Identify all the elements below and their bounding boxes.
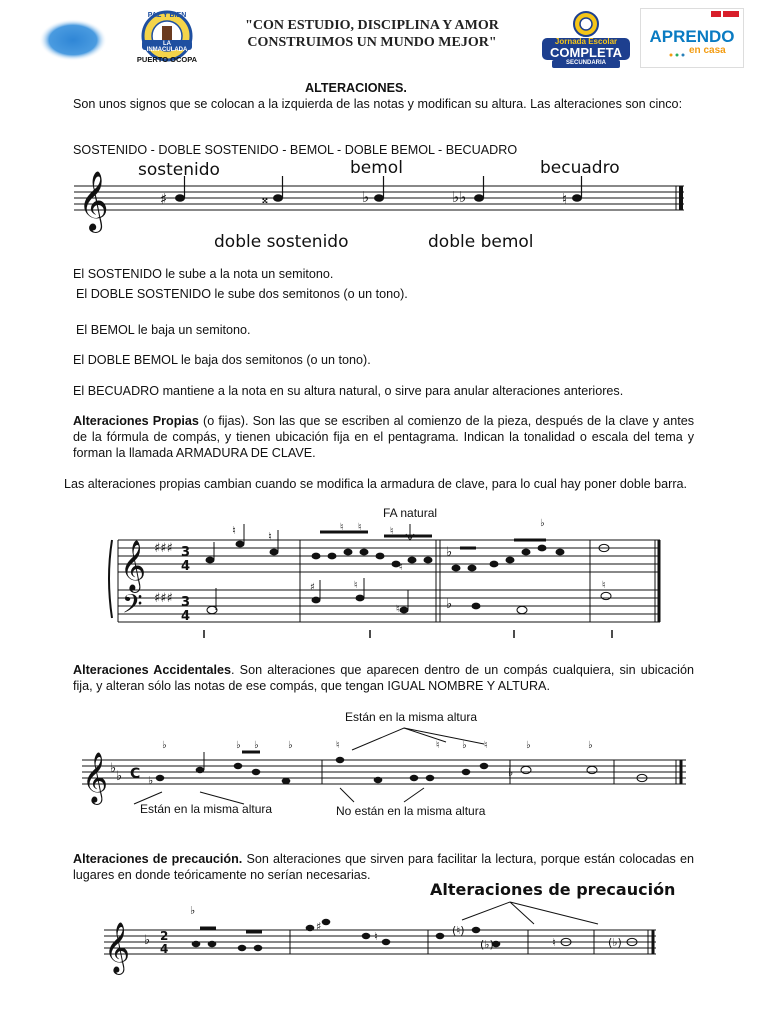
jornada-escolar-logo <box>538 8 634 70</box>
motto <box>222 17 522 51</box>
svg-text:♭: ♭ <box>362 188 370 206</box>
svg-text:4: 4 <box>181 559 191 574</box>
svg-text:𝄢: 𝄢 <box>122 588 143 626</box>
aprendo-line-2: en casa <box>689 45 726 56</box>
svg-text:♮: ♮ <box>484 740 488 751</box>
propias-paragraph <box>73 413 694 461</box>
svg-text:♮: ♮ <box>562 190 568 208</box>
svg-text:♯: ♯ <box>310 582 315 593</box>
note-double-flat <box>452 176 484 206</box>
svg-text:♭: ♭ <box>288 740 293 751</box>
propias-title: Alteraciones Propias <box>73 414 199 428</box>
motto-line-2: CONSTRUIMOS UN MUNDO MEJOR" <box>247 35 497 50</box>
aprendo-line-1: APRENDO <box>649 27 735 46</box>
crest-arc-text: PAZ Y BIEN <box>147 12 187 19</box>
svg-text:♭: ♭ <box>190 904 196 917</box>
alterations-list: SOSTENIDO - DOBLE SOSTENIDO - BEMOL - DOBLE BEMOL - BECUADRO <box>73 143 518 157</box>
aprendo-en-casa-logo <box>640 8 744 68</box>
svg-text:♮: ♮ <box>552 936 556 949</box>
key-signature-figure <box>104 518 664 642</box>
svg-text:𝄞: 𝄞 <box>120 540 147 591</box>
svg-text:♭: ♭ <box>162 740 167 751</box>
svg-text:♮: ♮ <box>374 930 378 943</box>
svg-text:(♭): (♭) <box>480 938 494 951</box>
svg-text:(♭): (♭) <box>608 936 622 949</box>
svg-text:♮: ♮ <box>232 524 236 537</box>
label-doble-sostenido: doble sostenido <box>214 232 349 252</box>
svg-text:♯: ♯ <box>160 190 168 208</box>
svg-text:♮: ♮ <box>354 580 358 591</box>
precaucion-paragraph <box>73 851 694 883</box>
svg-text:♮: ♮ <box>340 522 344 533</box>
precaucion-title: Alteraciones de precaución. <box>73 852 243 866</box>
svg-text:4: 4 <box>160 942 169 956</box>
label-bemol: bemol <box>350 158 403 178</box>
svg-text:♭: ♭ <box>462 740 467 751</box>
same-height-bottom-label: Están en la misma altura <box>140 802 273 816</box>
blue-blob-logo <box>38 18 108 62</box>
svg-text:♭: ♭ <box>588 740 593 751</box>
jornada-line-2: COMPLETA <box>550 45 622 60</box>
crest-location: PUERTO OCOPA <box>136 55 198 64</box>
svg-text:3: 3 <box>181 545 191 560</box>
not-same-height-label: No están en la misma altura <box>336 804 486 818</box>
svg-text:♭: ♭ <box>508 766 514 779</box>
svg-text:♮: ♮ <box>436 740 440 751</box>
def-doble-bemol: El DOBLE BEMOL le baja dos semitonos (o un tono). <box>73 353 371 367</box>
propias-text: (o fijas). Son las que se escriben al comienzo de la pieza, después de la clave y antes de la fórmula de compás, y tienen ubicación fija en el pentagrama. Indican la tonalidad o escala del tema y forman la llamada ARMADURA DE CLAVE. <box>73 414 694 460</box>
svg-text:♮: ♮ <box>399 562 403 573</box>
svg-text:C: C <box>130 766 141 782</box>
svg-text:♮: ♮ <box>268 530 272 543</box>
accidentales-paragraph <box>73 662 694 694</box>
section-title: ALTERACIONES. <box>305 81 407 95</box>
precaution-figure-label: Alteraciones de precaución <box>430 880 676 899</box>
svg-text:♯: ♯ <box>316 920 322 933</box>
svg-text:♭: ♭ <box>446 545 453 560</box>
treble-clef: 𝄞 <box>78 171 109 231</box>
crest-band-text: LA INMACULADA <box>146 41 188 53</box>
svg-text:♭: ♭ <box>540 518 545 529</box>
same-height-top-label: Están en la misma altura <box>345 710 478 724</box>
svg-text:♭: ♭ <box>144 933 151 948</box>
svg-text:♮: ♮ <box>358 522 362 533</box>
svg-text:♭: ♭ <box>254 740 259 751</box>
svg-text:♭: ♭ <box>526 740 531 751</box>
precaucion-text: Son alteraciones que sirven para facilitar la lectura, porque están colocadas en lugares en donde teóricamente no serían necesarias. <box>73 852 695 882</box>
accidentales-title: Alteraciones Accidentales <box>73 663 231 677</box>
jornada-line-1: Jornada Escolar <box>554 37 618 46</box>
def-becuadro: El BECUADRO mantiene a la nota en su altura natural, o sirve para anular alteraciones anteriores. <box>73 384 624 398</box>
svg-text:♭: ♭ <box>110 761 117 776</box>
svg-text:𝄪: 𝄪 <box>262 192 268 207</box>
def-doble-sostenido: El DOBLE SOSTENIDO le sube dos semitonos (o un tono). <box>76 287 408 301</box>
svg-text:2: 2 <box>160 929 169 943</box>
jornada-line-3: SECUNDARIA <box>565 60 606 66</box>
note-flat <box>362 176 384 206</box>
school-crest-logo <box>128 10 206 66</box>
def-sostenido: El SOSTENIDO le sube a la nota un semitono. <box>73 267 334 281</box>
def-bemol: El BEMOL le baja un semitono. <box>76 323 251 337</box>
svg-text:♭♭: ♭♭ <box>452 188 467 206</box>
motto-line-1: "CON ESTUDIO, DISCIPLINA Y AMOR <box>245 18 499 33</box>
propias-note: Las alteraciones propias cambian cuando se modifica la armadura de clave, para lo cual hay poner doble barra. <box>64 477 688 491</box>
svg-text:4: 4 <box>181 609 191 624</box>
fa-natural-label: FA natural <box>383 506 438 520</box>
precaution-example-figure <box>100 900 660 980</box>
label-becuadro: becuadro <box>540 158 620 178</box>
accidentales-text: . Son alteraciones que aparecen dentro de un compás cualquiera, sin ubicación fija, y alteran sólo las notas de ese compás, que tengan IGUAL NOMBRE Y ALTURA. <box>73 663 694 693</box>
label-sostenido: sostenido <box>138 160 220 180</box>
svg-text:𝄞: 𝄞 <box>104 922 131 973</box>
svg-text:♯♯♯: ♯♯♯ <box>154 541 173 556</box>
svg-text:♭: ♭ <box>446 597 453 612</box>
svg-text:𝄞: 𝄞 <box>82 752 109 803</box>
intro-paragraph: Son unos signos que se colocan a la izquierda de las notas y modifican su altura. Las alteraciones son cinco: <box>73 97 683 111</box>
svg-text:♭: ♭ <box>116 769 123 784</box>
svg-text:♮: ♮ <box>396 604 400 615</box>
svg-text:(♮): (♮) <box>452 924 465 937</box>
svg-text:♮: ♮ <box>390 526 394 537</box>
svg-text:♭: ♭ <box>148 774 154 787</box>
svg-text:♭: ♭ <box>236 740 241 751</box>
svg-text:3: 3 <box>181 595 191 610</box>
svg-text:♯♯♯: ♯♯♯ <box>154 591 173 606</box>
svg-text:♮: ♮ <box>602 580 606 591</box>
svg-text:♮: ♮ <box>336 740 340 751</box>
label-doble-bemol: doble bemol <box>428 232 534 252</box>
